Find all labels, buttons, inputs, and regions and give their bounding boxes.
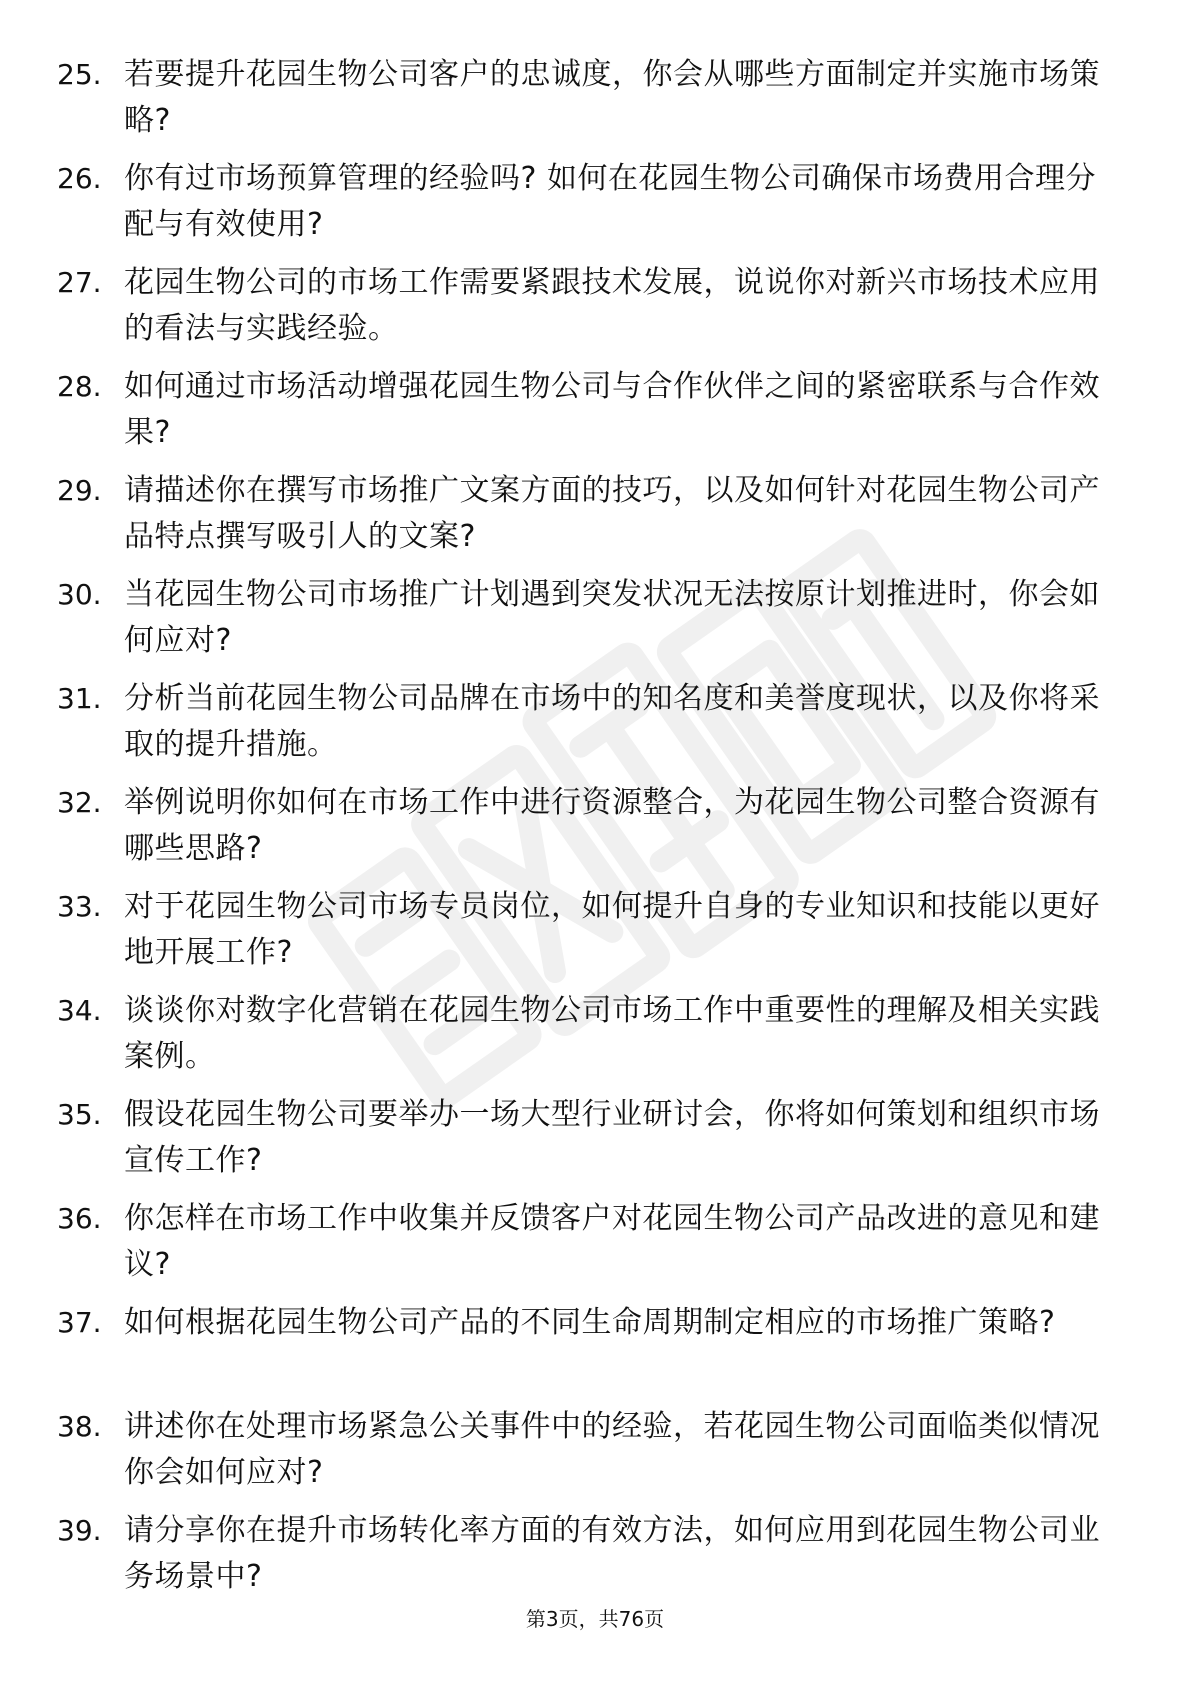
question-number: 27.: [57, 266, 102, 299]
question-number: 34.: [57, 994, 102, 1027]
question-text: 如何通过市场活动增强花园生物公司与合作伙伴之间的紧密联系与合作效果?: [124, 369, 1100, 450]
question-number: 28.: [57, 370, 102, 403]
question-number: 32.: [57, 786, 102, 819]
question-number: 38.: [57, 1410, 102, 1443]
question-text: 讲述你在处理市场紧急公关事件中的经验，若花园生物公司面临类似情况你会如何应对?: [124, 1409, 1100, 1490]
list-item: [0, 364, 1190, 468]
question-number: 25.: [57, 58, 102, 91]
list-item: [0, 780, 1190, 884]
list-item: [0, 1300, 1190, 1404]
question-number: 30.: [57, 578, 102, 611]
list-item: [0, 1092, 1190, 1196]
question-number: 36.: [57, 1202, 102, 1235]
list-item: [0, 1508, 1190, 1612]
question-text: 举例说明你如何在市场工作中进行资源整合，为花园生物公司整合资源有哪些思路?: [124, 785, 1100, 866]
question-text: 你怎样在市场工作中收集并反馈客户对花园生物公司产品改进的意见和建议?: [124, 1201, 1100, 1282]
list-item: [0, 1196, 1190, 1300]
page-footer: [0, 1605, 1190, 1633]
question-text: 假设花园生物公司要举办一场大型行业研讨会，你将如何策划和组织市场宣传工作?: [124, 1097, 1100, 1178]
list-item: [0, 988, 1190, 1092]
question-number: 35.: [57, 1098, 102, 1131]
list-item: [0, 676, 1190, 780]
question-text: 请分享你在提升市场转化率方面的有效方法，如何应用到花园生物公司业务场景中?: [124, 1513, 1100, 1594]
list-item: [0, 1404, 1190, 1508]
list-item: [0, 156, 1190, 260]
question-number: 26.: [57, 162, 102, 195]
list-item: [0, 572, 1190, 676]
question-text: 对于花园生物公司市场专员岗位，如何提升自身的专业知识和技能以更好地开展工作?: [124, 889, 1100, 970]
question-text: 请描述你在撰写市场推广文案方面的技巧，以及如何针对花园生物公司产品特点撰写吸引人的文案?: [124, 473, 1100, 554]
question-number: 31.: [57, 682, 102, 715]
question-text: 谈谈你对数字化营销在花园生物公司市场工作中重要性的理解及相关实践案例。: [124, 993, 1100, 1074]
list-item: [0, 52, 1190, 156]
question-list: [0, 52, 1190, 1612]
question-text: 你有过市场预算管理的经验吗? 如何在花园生物公司确保市场费用合理分配与有效使用?: [124, 161, 1096, 242]
question-text: 当花园生物公司市场推广计划遇到突发状况无法按原计划推进时，你会如何应对?: [124, 577, 1100, 658]
page-number-label: 第3页，共76页: [525, 1607, 665, 1631]
list-item: [0, 884, 1190, 988]
question-text: 若要提升花园生物公司客户的忠诚度，你会从哪些方面制定并实施市场策略?: [124, 57, 1100, 138]
question-number: 39.: [57, 1514, 102, 1547]
list-item: [0, 260, 1190, 364]
question-text: 花园生物公司的市场工作需要紧跟技术发展，说说你对新兴市场技术应用的看法与实践经验。: [124, 265, 1100, 346]
question-number: 29.: [57, 474, 102, 507]
question-text: 分析当前花园生物公司品牌在市场中的知名度和美誉度现状，以及你将采取的提升措施。: [124, 681, 1100, 762]
list-item: [0, 468, 1190, 572]
question-number: 33.: [57, 890, 102, 923]
question-number: 37.: [57, 1306, 102, 1339]
question-text: 如何根据花园生物公司产品的不同生命周期制定相应的市场推广策略?: [124, 1305, 1056, 1340]
